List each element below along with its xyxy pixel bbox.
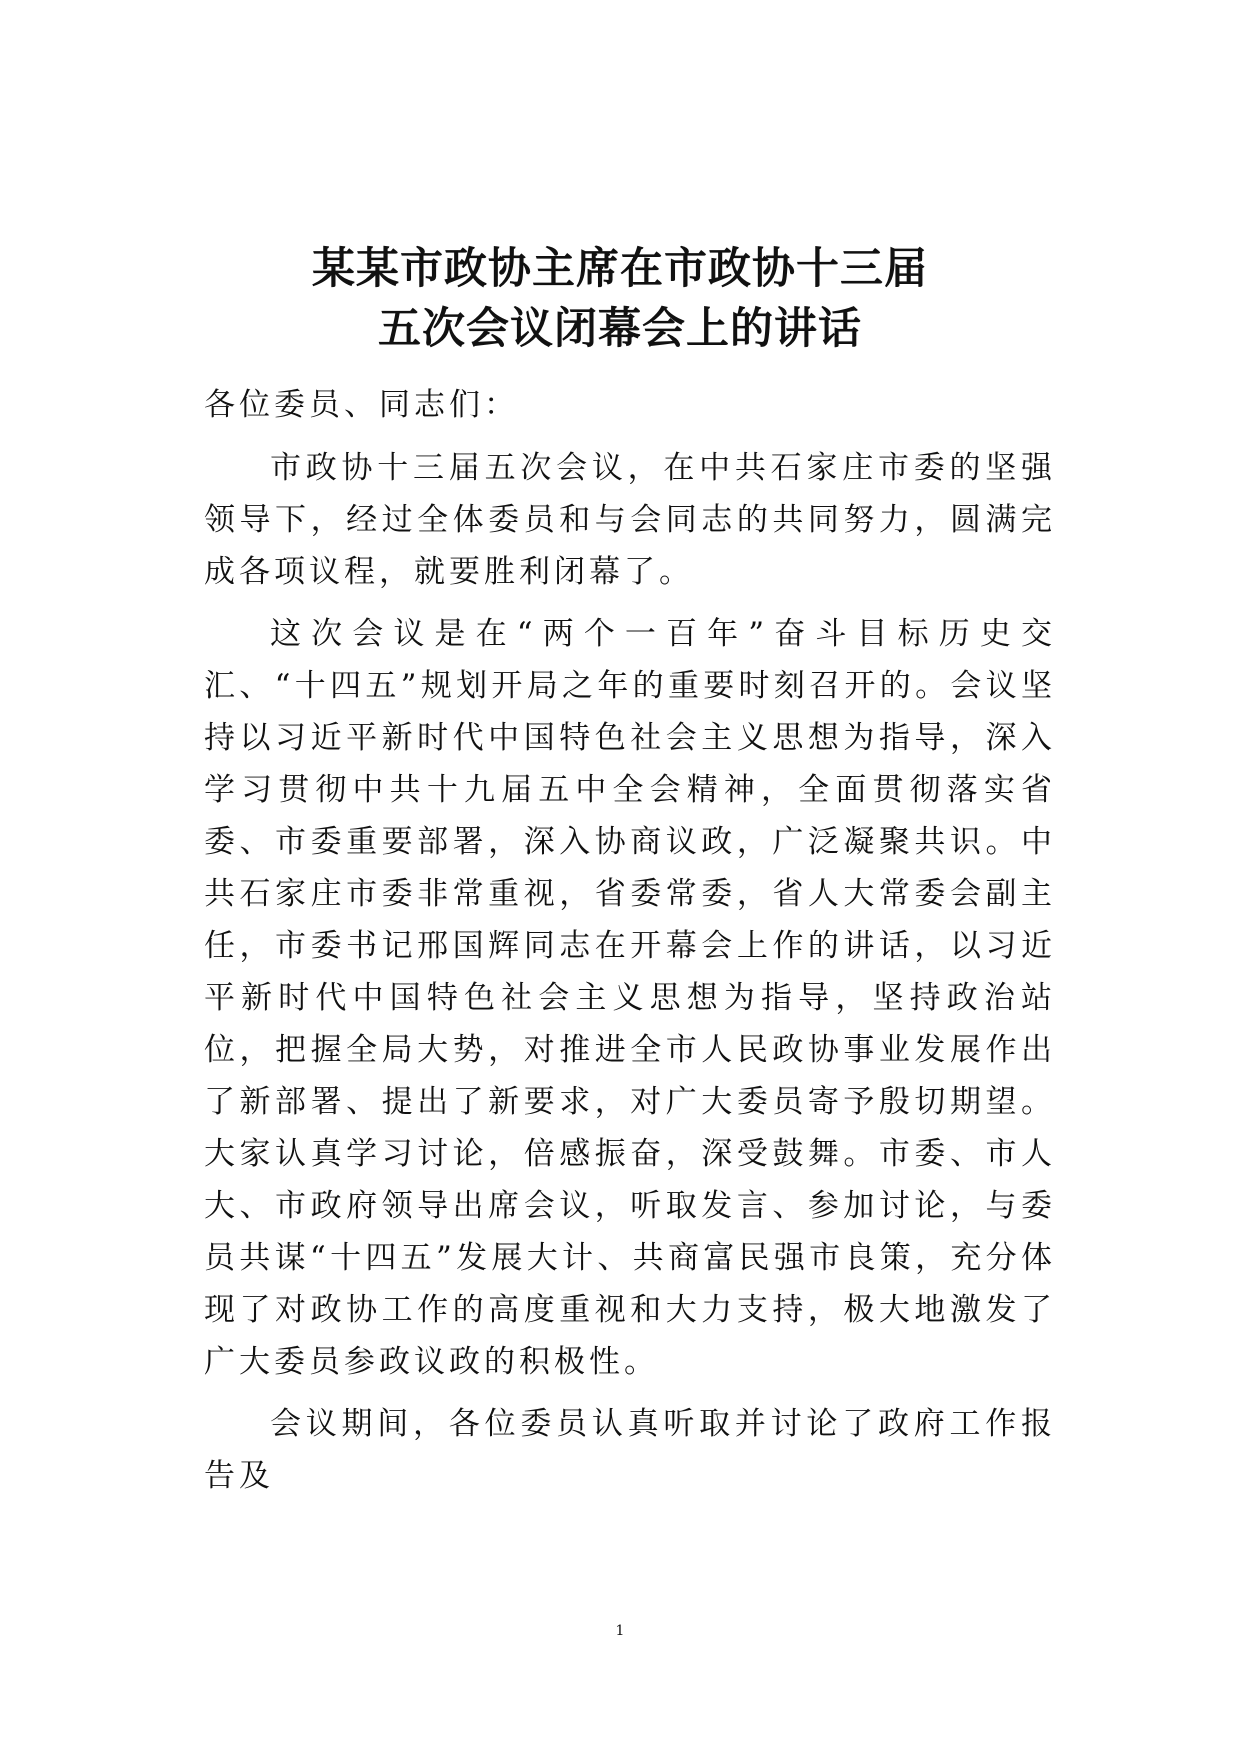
title-line-1: 某某市政协主席在市政协十三届 [312, 243, 928, 294]
paragraph-3: 会议期间，各位委员认真听取并讨论了政府工作报告及 [204, 1406, 1056, 1494]
document-title [200, 239, 1040, 359]
paragraph-1: 市政协十三届五次会议，在中共石家庄市委的坚强领导下，经过全体委员和与会同志的共同努力，圆满完成各项议程，就要胜利闭幕了。 [204, 450, 1056, 590]
document-body [204, 380, 1056, 1512]
page-number: 1 [615, 1623, 625, 1639]
paragraph-2: 这次会议是在“两个一百年”奋斗目标历史交汇、“十四五”规划开局之年的重要时刻召开的。会议坚持以习近平新时代中国特色社会主义思想为指导，深入学习贯彻中共十九届五中全会精神，全面贯彻落实省委、市委重要部署，深入协商议政，广泛凝聚共识。中共石家庄市委非常重视，省委常委，省人大常委会副主任，市委书记邢国辉同志在开幕会上作的讲话，以习近平新时代中国特色社会主义思想为指导，坚持政治站位，把握全局大势，对推进全市人民政协事业发展作出了新部署、提出了新要求，对广大委员寄予殷切期望。大家认真学习讨论，倍感振奋，深受鼓舞。市委、市人大、市政府领导出席会议，听取发言、参加讨论，与委员共谋“十四五”发展大计、共商富民强市良策，充分体现了对政协工作的高度重视和大力支持，极大地激发了广大委员参政议政的积极性。 [204, 616, 1056, 1380]
salutation: 各位委员、同志们： [204, 387, 519, 423]
title-line-2: 五次会议闭幕会上的讲话 [378, 303, 862, 354]
